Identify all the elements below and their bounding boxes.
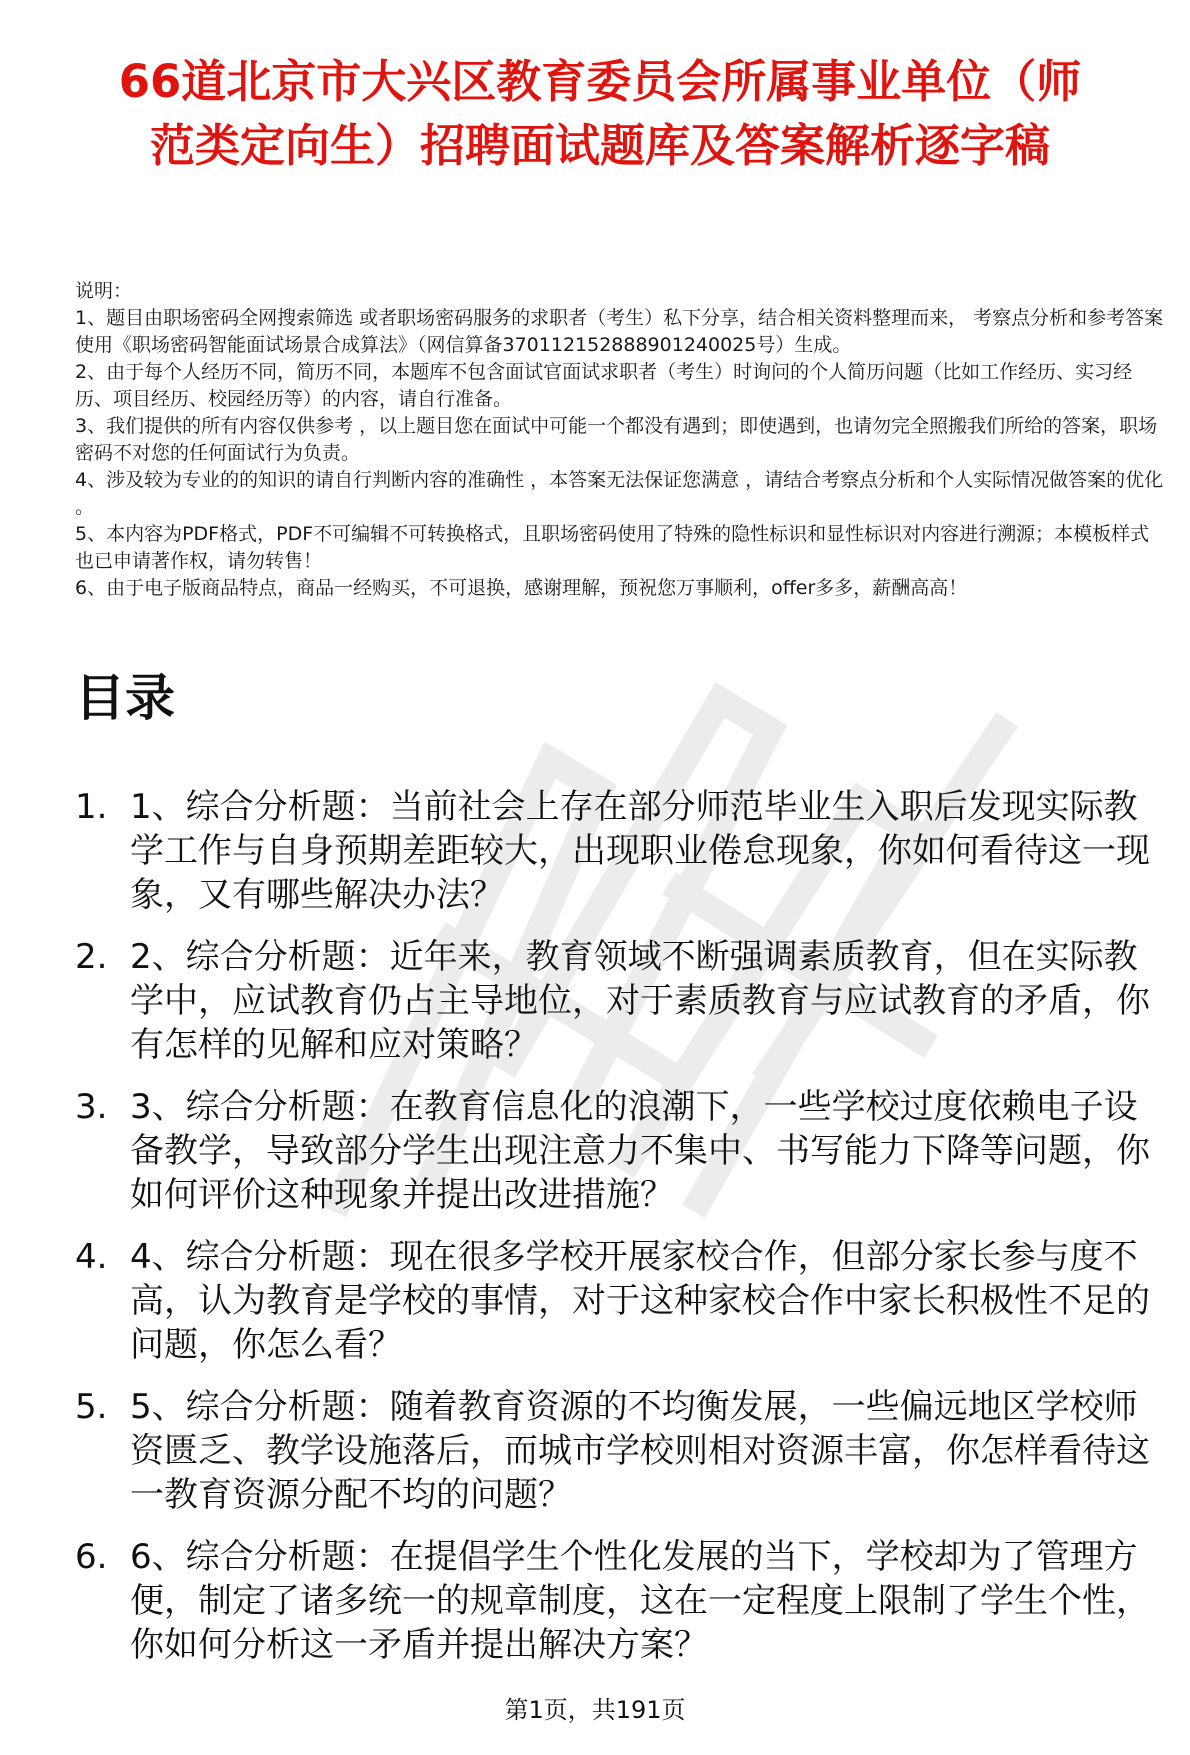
toc-item-number: 3. — [75, 1087, 108, 1127]
instructions-heading: 说明： — [75, 280, 133, 302]
toc-item-text[interactable]: 2、综合分析题：近年来，教育领域不断强调素质教育，但在实际教学中，应试教育仍占主导地位，对于素质教育与应试教育的矛盾，你有怎样的见解和应对策略？ — [130, 937, 1150, 1065]
instructions-section — [75, 278, 1165, 602]
toc-item[interactable] — [75, 1085, 1170, 1217]
instruction-item: 1、题目由职场密码全网搜索筛选 或者职场密码服务的求职者（考生）私下分享，结合相关资料整理而来， 考察点分析和参考答案使用《职场密码智能面试场景合成算法》（网信算备370112152888901240025号）生成。 — [75, 307, 1164, 356]
toc-item-number: 1. — [75, 787, 108, 827]
toc-list — [75, 785, 1170, 1685]
toc-item[interactable] — [75, 1385, 1170, 1517]
toc-item-text[interactable]: 1、综合分析题：当前社会上存在部分师范毕业生入职后发现实际教学工作与自身预期差距较大，出现职业倦怠现象，你如何看待这一现象，又有哪些解决办法？ — [130, 787, 1150, 915]
toc-item-number: 6. — [75, 1537, 108, 1577]
toc-item-number: 4. — [75, 1237, 108, 1277]
toc-item-number: 2. — [75, 937, 108, 977]
instruction-item: 2、由于每个人经历不同，简历不同，本题库不包含面试官面试求职者（考生）时询问的个人简历问题（比如工作经历、实习经历、项目经历、校园经历等）的内容，请自行准备。 — [75, 361, 1133, 410]
toc-item[interactable] — [75, 1235, 1170, 1367]
instruction-item: 4、涉及较为专业的的知识的请自行判断内容的准确性 ，本答案无法保证您满意 ，请结合考察点分析和个人实际情况做答案的优化 。 — [75, 469, 1164, 518]
toc-item-text[interactable]: 5、综合分析题：随着教育资源的不均衡发展，一些偏远地区学校师资匮乏、教学设施落后，而城市学校则相对资源丰富，你怎样看待这一教育资源分配不均的问题？ — [130, 1387, 1150, 1515]
instruction-item: 5、本内容为PDF格式，PDF不可编辑不可转换格式，且职场密码使用了特殊的隐性标识和显性标识对内容进行溯源；本模板样式也已申请著作权，请勿转售！ — [75, 523, 1150, 572]
toc-item-text[interactable]: 6、综合分析题：在提倡学生个性化发展的当下，学校却为了管理方便，制定了诸多统一的规章制度，这在一定程度上限制了学生个性，你如何分析这一矛盾并提出解决方案？ — [130, 1537, 1150, 1665]
toc-heading: 目录 — [75, 669, 175, 727]
toc-item-number: 5. — [75, 1387, 108, 1427]
page-number-footer: 第1页，共191页 — [504, 1696, 686, 1724]
toc-item-text[interactable]: 4、综合分析题：现在很多学校开展家校合作，但部分家长参与度不高，认为教育是学校的事情，对于这种家校合作中家长积极性不足的问题，你怎么看？ — [130, 1237, 1150, 1365]
instruction-item: 3、我们提供的所有内容仅供参考 ，以上题目您在面试中可能一个都没有遇到；即使遇到，也请勿完全照搬我们所给的答案，职场密码不对您的任何面试行为负责。 — [75, 415, 1158, 464]
toc-item[interactable] — [75, 1535, 1170, 1667]
toc-item[interactable] — [75, 785, 1170, 917]
toc-item[interactable] — [75, 935, 1170, 1067]
document-title: 66道北京市大兴区教育委员会所属事业单位（师范类定向生）招聘面试题库及答案解析逐字稿 — [118, 55, 1082, 172]
toc-item-text[interactable]: 3、综合分析题：在教育信息化的浪潮下，一些学校过度依赖电子设备教学，导致部分学生出现注意力不集中、书写能力下降等问题，你如何评价这种现象并提出改进措施？ — [130, 1087, 1150, 1215]
instruction-item: 6、由于电子版商品特点，商品一经购买，不可退换，感谢理解，预祝您万事顺利，offer多多，薪酬高高！ — [75, 577, 968, 599]
